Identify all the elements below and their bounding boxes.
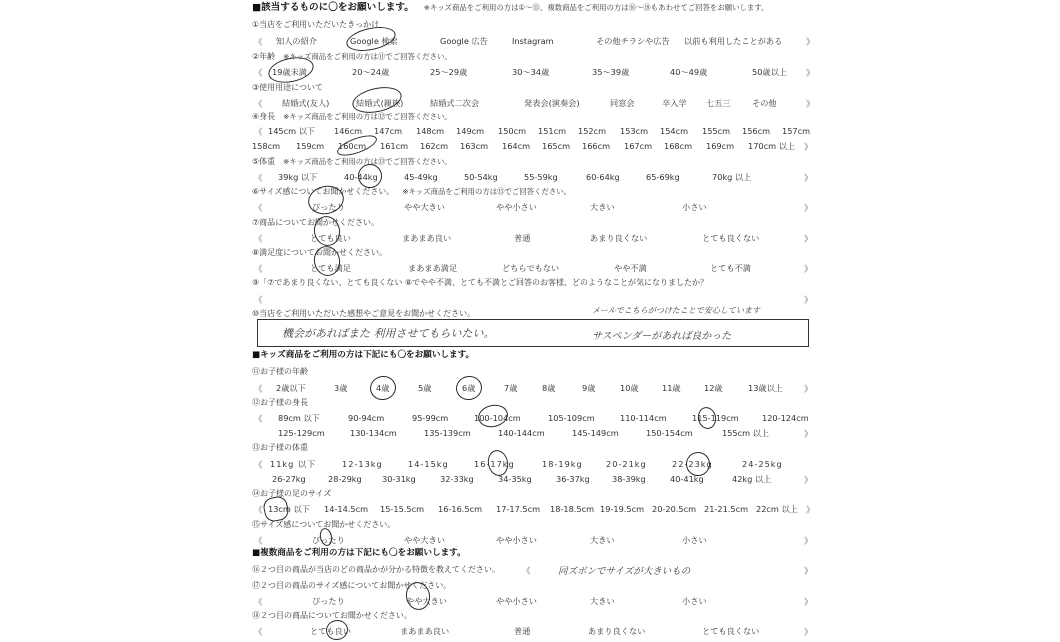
q12-option[interactable]: 140-144cm <box>498 428 545 438</box>
q11-option[interactable]: 3歳 <box>334 383 348 393</box>
bracket-open: 《 <box>254 174 263 184</box>
question-7-label: ⑦商品についてお聞かせください。 <box>252 218 380 227</box>
q12-option[interactable]: 100-104cm <box>474 413 521 423</box>
q5-option[interactable]: 39kg 以下 <box>278 172 318 182</box>
q8-option[interactable]: やや不満 <box>614 263 647 273</box>
q14-option[interactable]: 19-19.5cm <box>600 504 645 514</box>
q8-option[interactable]: とても不満 <box>710 263 751 273</box>
q5-option[interactable]: 45-49kg <box>404 172 438 182</box>
q11-option[interactable]: 6歳 <box>462 383 476 393</box>
q13-option[interactable]: 16-17kg <box>474 459 515 469</box>
survey-form <box>252 0 815 640</box>
q14-option[interactable]: 15-15.5cm <box>380 504 425 514</box>
bracket-close: 》 <box>804 385 813 395</box>
q18-option[interactable]: あまり良くない <box>588 626 646 636</box>
q18-option[interactable]: とても良い <box>310 626 351 636</box>
q1-option-flyer[interactable]: その他チラシや広告 <box>596 36 670 46</box>
q12-option[interactable]: 155cm 以上 <box>722 428 770 438</box>
q12-option[interactable]: 135-139cm <box>424 428 471 438</box>
q13-option[interactable]: 32-33kg <box>440 474 474 484</box>
q4-option[interactable]: 170cm 以上 <box>748 141 796 151</box>
q5-option[interactable]: 55-59kg <box>524 172 558 182</box>
q3-option-recital[interactable]: 発表会(演奏会) <box>524 98 580 108</box>
q6-option[interactable]: やや小さい <box>496 202 537 212</box>
q2-option-25-29[interactable]: 25～29歳 <box>430 67 468 77</box>
q4-option[interactable]: 146cm <box>334 126 363 136</box>
q1-option-google-search[interactable]: Google 検索 <box>350 36 398 46</box>
q5-option[interactable]: 40-44kg <box>344 172 378 182</box>
q3-option-graduation[interactable]: 卒入学 <box>662 98 687 108</box>
q15-option[interactable]: やや小さい <box>496 535 537 545</box>
bracket-close: 》 <box>804 265 813 275</box>
answer-circle-mark <box>324 618 350 642</box>
q12-option[interactable]: 150-154cm <box>646 428 693 438</box>
q4-option[interactable]: 167cm <box>624 141 653 151</box>
q4-option[interactable]: 160cm <box>338 141 367 151</box>
section-header-kids: ■キッズ商品をご利用の方は下記にも〇をお願いします。 <box>252 350 475 360</box>
handwritten-answer: 機会があればまた 利用させてもらいたい。 <box>282 327 495 340</box>
q3-option-reunion[interactable]: 同窓会 <box>610 98 635 108</box>
q14-option[interactable]: 20-20.5cm <box>652 504 697 514</box>
q3-option-after-party[interactable]: 結婚式二次会 <box>430 98 480 108</box>
bracket-open: 《 <box>254 235 263 245</box>
question-3-label: ③使用用途について <box>252 83 324 92</box>
q4-option[interactable]: 159cm <box>296 141 325 151</box>
bracket-close: 》 <box>806 100 815 110</box>
bracket-open: 《 <box>254 38 263 48</box>
q7-option[interactable]: 普通 <box>514 233 531 243</box>
question-12-label: ⑫お子様の身長 <box>252 398 308 407</box>
q13-option[interactable]: 14-15kg <box>408 459 449 469</box>
q11-option[interactable]: 2歳以下 <box>276 383 306 393</box>
q17-option[interactable]: 小さい <box>682 596 707 606</box>
question-15-label: ⑮サイズ感についてお聞かせください。 <box>252 520 396 529</box>
q14-option[interactable]: 22cm 以上 <box>756 504 798 514</box>
q14-option[interactable]: 21-21.5cm <box>704 504 749 514</box>
q3-option-other[interactable]: その他 <box>752 98 777 108</box>
q4-option[interactable]: 152cm <box>578 126 607 136</box>
bracket-open: 《 <box>254 628 263 638</box>
q14-option[interactable]: 14-14.5cm <box>324 504 369 514</box>
bracket-open: 《 <box>254 598 263 608</box>
q4-option[interactable]: 157cm <box>782 126 811 136</box>
q12-option[interactable]: 115-119cm <box>692 413 739 423</box>
question-note: ※キッズ商品をご利用の方は⑬でご回答ください。 <box>283 157 452 166</box>
question-11-label: ⑪お子様の年齢 <box>252 367 308 376</box>
q8-option[interactable]: とても満足 <box>310 263 351 273</box>
bracket-close: 》 <box>804 628 813 638</box>
answer-circle-mark <box>696 405 718 430</box>
q11-option[interactable]: 10歳 <box>620 383 639 393</box>
header-text: ■該当するものに〇をお願いします。 <box>252 2 414 13</box>
q12-option[interactable]: 120-124cm <box>762 413 809 423</box>
bracket-open: 《 <box>522 567 531 577</box>
q4-option[interactable]: 155cm <box>702 126 731 136</box>
question-9-label: ⑨「⑦であまり良くない、とても良くない ⑧でやや不満、とても不満とご回答のお客様、どのようなことが気になりましたか？ <box>252 278 709 287</box>
bracket-close: 》 <box>806 38 815 48</box>
question-16-label: ⑯２つ目の商品が当店のどの商品かが分かる特徴を教えてください。 <box>252 565 500 574</box>
q2-option-under-19[interactable]: 19歳未満 <box>272 67 307 77</box>
q4-option[interactable]: 165cm <box>542 141 571 151</box>
q13-option[interactable]: 20-21kg <box>606 459 647 469</box>
q18-option[interactable]: とても良くない <box>702 626 760 636</box>
bracket-close: 》 <box>804 143 813 153</box>
q5-option[interactable]: 65-69kg <box>646 172 680 182</box>
q13-option[interactable]: 18-19kg <box>542 459 583 469</box>
q15-option[interactable]: ぴったり <box>312 535 345 545</box>
q4-option[interactable]: 149cm <box>456 126 485 136</box>
question-1-label: ①当店をご利用いただいたきっかけ <box>252 20 380 29</box>
q1-option-returning[interactable]: 以前も利用したことがある <box>684 36 783 46</box>
bracket-open: 《 <box>254 415 263 425</box>
bracket-open: 《 <box>254 69 263 79</box>
question-18-label: ⑱２つ目の商品についてお聞かせください。 <box>252 611 412 620</box>
bracket-open: 《 <box>254 506 263 516</box>
q6-option[interactable]: やや大きい <box>404 202 445 212</box>
q14-option[interactable]: 17-17.5cm <box>496 504 541 514</box>
q17-option[interactable]: ぴったり <box>312 596 345 606</box>
q14-option[interactable]: 13cm 以下 <box>268 504 310 514</box>
q14-option[interactable]: 16-16.5cm <box>438 504 483 514</box>
q11-option[interactable]: 7歳 <box>504 383 518 393</box>
question-6-label <box>252 187 571 197</box>
question-note: ※キッズ商品をご利用の方は⑫でご回答ください。 <box>283 112 452 121</box>
q11-option[interactable]: 12歳 <box>704 383 723 393</box>
q6-option[interactable]: 小さい <box>682 202 707 212</box>
q13-option[interactable]: 42kg 以上 <box>732 474 772 484</box>
q13-option[interactable]: 30-31kg <box>382 474 416 484</box>
bracket-close: 》 <box>804 174 813 184</box>
q3-option-wedding-family[interactable]: 結婚式(親族) <box>356 98 404 108</box>
bracket-close: 》 <box>804 204 813 214</box>
bracket-close: 》 <box>806 69 815 79</box>
q4-option[interactable]: 163cm <box>460 141 489 151</box>
q4-option[interactable]: 153cm <box>620 126 649 136</box>
bracket-open: 《 <box>254 265 263 275</box>
label-text: ⑤体重 <box>252 157 276 166</box>
q15-option[interactable]: 大きい <box>590 535 615 545</box>
answer-circle-mark <box>368 374 398 403</box>
handwritten-answer: 同ズボンでサイズが大きいもの <box>558 566 691 577</box>
q13-option[interactable]: 12-13kg <box>342 459 383 469</box>
question-14-label: ⑭お子様の足のサイズ <box>252 489 332 498</box>
label-text: ⑥サイズ感についてお聞かせください。 <box>252 187 395 196</box>
q14-option[interactable]: 18-18.5cm <box>550 504 595 514</box>
bracket-open: 《 <box>254 128 263 138</box>
q2-option-35-39[interactable]: 35～39歳 <box>592 67 630 77</box>
q5-option[interactable]: 70kg 以上 <box>712 172 752 182</box>
q15-option[interactable]: やや大きい <box>404 535 445 545</box>
question-13-label: ⑬お子様の体重 <box>252 443 308 452</box>
q4-option[interactable]: 150cm <box>498 126 527 136</box>
bracket-close: 》 <box>806 506 815 516</box>
q11-option[interactable]: 9歳 <box>582 383 596 393</box>
q18-option[interactable]: まあまあ良い <box>400 626 450 636</box>
q18-option[interactable]: 普通 <box>514 626 531 636</box>
question-10-label: ⑩当店をご利用いただいた感想やご意見をお聞かせください。 <box>252 309 476 318</box>
q4-option[interactable]: 156cm <box>742 126 771 136</box>
label-text: ②年齢 <box>252 52 276 61</box>
q12-option[interactable]: 110-114cm <box>620 413 667 423</box>
q11-option[interactable]: 8歳 <box>542 383 556 393</box>
bracket-close: 》 <box>804 598 813 608</box>
q7-option[interactable]: あまり良くない <box>590 233 648 243</box>
q12-option[interactable]: 89cm 以下 <box>278 413 320 423</box>
q4-option[interactable]: 158cm <box>252 141 281 151</box>
q12-option[interactable]: 130-134cm <box>350 428 397 438</box>
q4-option[interactable]: 148cm <box>416 126 445 136</box>
q9-answer-field[interactable] <box>272 294 792 304</box>
q3-option-wedding-friend[interactable]: 結婚式(友人) <box>282 98 330 108</box>
q12-option[interactable]: 90-94cm <box>348 413 385 423</box>
q4-option[interactable]: 162cm <box>420 141 449 151</box>
q4-option[interactable]: 147cm <box>374 126 403 136</box>
q13-option[interactable]: 40-41kg <box>670 474 704 484</box>
q4-option[interactable]: 154cm <box>660 126 689 136</box>
q11-option[interactable]: 11歳 <box>662 383 681 393</box>
section-header-general <box>252 3 768 13</box>
bracket-close: 》 <box>804 537 813 547</box>
q2-option-20-24[interactable]: 20～24歳 <box>352 67 390 77</box>
label-text: ④身長 <box>252 112 276 121</box>
answer-circle-mark <box>476 402 510 430</box>
q11-option[interactable]: 4歳 <box>376 383 390 393</box>
question-note: ※キッズ商品をご利用の方は⑮でご回答ください。 <box>402 187 572 196</box>
bracket-open: 《 <box>254 385 263 395</box>
q13-option[interactable]: 28-29kg <box>328 474 362 484</box>
q13-option[interactable]: 36-37kg <box>556 474 590 484</box>
q4-option[interactable]: 168cm <box>664 141 693 151</box>
q17-option[interactable]: やや大きい <box>406 596 447 606</box>
bracket-open: 《 <box>254 296 263 306</box>
q6-option[interactable]: 大きい <box>590 202 615 212</box>
q12-option[interactable]: 95-99cm <box>412 413 449 423</box>
answer-circle-mark <box>454 374 484 403</box>
q1-option-referral[interactable]: 知人の紹介 <box>276 36 317 46</box>
question-8-label: ⑧満足度についてお聞かせください。 <box>252 248 388 257</box>
q11-option[interactable]: 13歳以上 <box>748 383 783 393</box>
q13-option[interactable]: 34-35kg <box>498 474 532 484</box>
q2-option-50-plus[interactable]: 50歳以上 <box>752 67 787 77</box>
q13-option[interactable]: 38-39kg <box>612 474 646 484</box>
question-17-label: ⑰２つ目の商品のサイズ感についてお聞かせください。 <box>252 581 452 590</box>
bracket-open: 《 <box>254 100 263 110</box>
q15-option[interactable]: 小さい <box>682 535 707 545</box>
bracket-open: 《 <box>254 204 263 214</box>
bracket-open: 《 <box>254 537 263 547</box>
question-5-label <box>252 157 452 167</box>
q2-option-30-34[interactable]: 30～34歳 <box>512 67 550 77</box>
q1-option-instagram[interactable]: Instagram <box>512 36 554 46</box>
q4-option[interactable]: 169cm <box>706 141 735 151</box>
q2-option-40-49[interactable]: 40～49歳 <box>670 67 708 77</box>
bracket-close: 》 <box>804 430 813 440</box>
section-header-multiple: ■複数商品をご利用の方は下記にも〇をお願いします。 <box>252 548 466 558</box>
q4-option[interactable]: 145cm 以下 <box>268 126 316 136</box>
q8-option[interactable]: まあまあ満足 <box>408 263 458 273</box>
q13-option[interactable]: 24-25kg <box>742 459 783 469</box>
bracket-close: 》 <box>804 476 813 486</box>
q7-option[interactable]: まあまあ良い <box>402 233 452 243</box>
q7-option[interactable]: とても良くない <box>702 233 760 243</box>
q4-option[interactable]: 161cm <box>380 141 409 151</box>
q17-option[interactable]: 大きい <box>590 596 615 606</box>
q5-option[interactable]: 50-54kg <box>464 172 498 182</box>
bracket-open: 《 <box>254 461 263 471</box>
q13-option[interactable]: 26-27kg <box>272 474 306 484</box>
question-4-label <box>252 112 452 122</box>
q8-option[interactable]: どちらでもない <box>502 263 560 273</box>
q4-option[interactable]: 164cm <box>502 141 531 151</box>
answer-circle-mark <box>262 495 290 523</box>
q1-option-google-ads[interactable]: Google 広告 <box>440 36 488 46</box>
q17-option[interactable]: やや小さい <box>496 596 537 606</box>
q13-option[interactable]: 22-23kg <box>672 459 713 469</box>
q12-option[interactable]: 105-109cm <box>548 413 595 423</box>
q5-option[interactable]: 60-64kg <box>586 172 620 182</box>
handwritten-answer: サスペンダーがあれば良かった <box>592 331 732 342</box>
q12-option[interactable]: 125-129cm <box>278 428 325 438</box>
bracket-close: 》 <box>804 235 813 245</box>
question-note: ※キッズ商品をご利用の方は⑪でご回答ください。 <box>283 52 452 61</box>
q7-option[interactable]: とても良い <box>310 233 351 243</box>
bracket-close: 》 <box>804 296 813 306</box>
q6-option[interactable]: ぴったり <box>312 202 345 212</box>
q12-option[interactable]: 145-149cm <box>572 428 619 438</box>
q3-option-shichigosan[interactable]: 七五三 <box>706 98 731 108</box>
q11-option[interactable]: 5歳 <box>418 383 432 393</box>
q4-option[interactable]: 166cm <box>582 141 611 151</box>
header-note: ※キッズ商品をご利用の方は①～⑮、複数商品をご利用の方は⑯～⑱もあわせてご回答をお願いします。 <box>423 3 769 12</box>
q13-option[interactable]: 11kg 以下 <box>270 459 317 469</box>
bracket-close: 》 <box>804 567 813 577</box>
handwritten-note: メールでこちらがつけたことで安心しています <box>592 306 760 315</box>
q4-option[interactable]: 151cm <box>538 126 567 136</box>
